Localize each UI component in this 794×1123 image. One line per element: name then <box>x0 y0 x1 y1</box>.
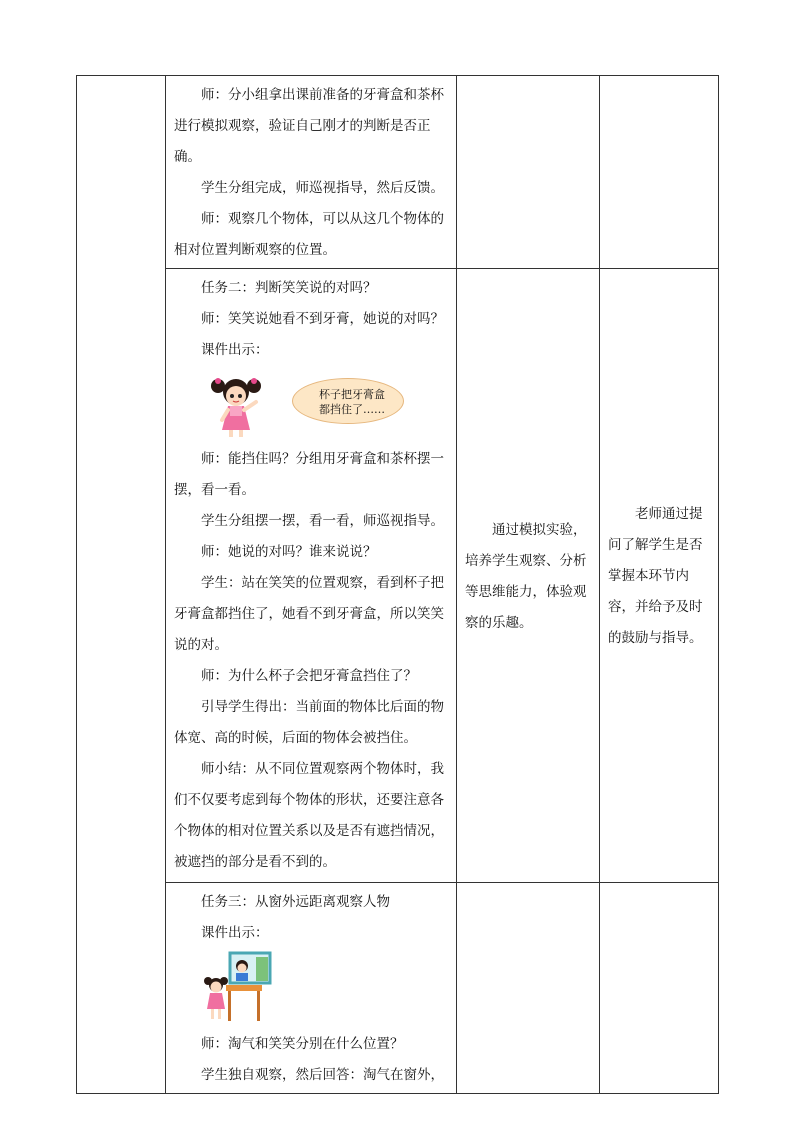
task-heading: 任务三：从窗外远距离观察人物 <box>201 894 390 910</box>
paragraph: 师：淘气和笑笑分别在什么位置？ <box>201 1036 404 1052</box>
paragraph: 学生独自观察，然后回答：淘气在窗外， <box>201 1067 444 1083</box>
paragraph: 学生分组完成，师巡视指导，然后反馈。 <box>201 180 444 196</box>
table-row <box>77 76 719 269</box>
paragraph: 学生：站在笑笑的位置观察，看到杯子把牙膏盒都挡住了，她看不到牙膏盒，所以笑笑说的对。 <box>174 575 444 653</box>
design-intent-text: 通过模拟实验，培养学生观察、分析等思维能力，体验观察的乐趣。 <box>465 521 587 631</box>
evaluation-cell <box>600 269 719 883</box>
activity-cell <box>166 269 457 883</box>
paragraph: 师：她说的对吗？谁来说说？ <box>201 544 377 560</box>
intent-cell <box>457 269 600 883</box>
paragraph: 师：观察几个物体，可以从这几个物体的相对位置判断观察的位置。 <box>174 211 444 258</box>
paragraph: 师：能挡住吗？分组用牙膏盒和茶杯摆一摆，看一看。 <box>174 451 444 498</box>
table-row <box>77 269 719 883</box>
evaluation-cell <box>600 76 719 269</box>
activity-cell <box>166 883 457 1094</box>
bubble-line: 都挡住了…… <box>319 403 385 416</box>
window-boy-illustration <box>230 953 270 983</box>
paragraph: 师：笑笑说她看不到牙膏，她说的对吗？ <box>201 311 444 327</box>
courseware-figure-xiaoxiao <box>204 372 414 438</box>
paragraph: 课件出示： <box>201 925 269 941</box>
girl-at-table-illustration <box>204 951 284 1023</box>
courseware-figure-window <box>204 951 284 1023</box>
girl-pointing-illustration <box>204 372 274 438</box>
lesson-plan-table <box>76 75 719 1094</box>
paragraph: 引导学生得出：当前面的物体比后面的物体宽、高的时候，后面的物体会被挡住。 <box>174 699 444 746</box>
paragraph: 学生分组摆一摆，看一看，师巡视指导。 <box>201 513 444 529</box>
bubble-line: 杯子把牙膏盒 <box>319 388 385 401</box>
paragraph: 师：为什么杯子会把牙膏盒挡住了？ <box>201 668 417 684</box>
table-row <box>77 883 719 1094</box>
intent-cell <box>457 883 600 1094</box>
paragraph: 师：分小组拿出课前准备的牙膏盒和茶杯进行模拟观察，验证自己刚才的判断是否正确。 <box>174 87 444 165</box>
speech-bubble <box>292 378 404 424</box>
task-heading: 任务二：判断笑笑说的对吗？ <box>201 280 377 296</box>
paragraph: 师小结：从不同位置观察两个物体时，我们不仅要考虑到每个物体的形状，还要注意各个物体的相对位置关系以及是否有遮挡情况，被遮挡的部分是看不到的。 <box>174 761 444 870</box>
evaluation-text: 老师通过提问了解学生是否掌握本环节内容，并给予及时的鼓励与指导。 <box>608 506 703 646</box>
activity-cell <box>166 76 457 269</box>
paragraph: 课件出示： <box>201 342 269 358</box>
stage-column-cell <box>77 76 166 1094</box>
evaluation-cell <box>600 883 719 1094</box>
intent-cell <box>457 76 600 269</box>
